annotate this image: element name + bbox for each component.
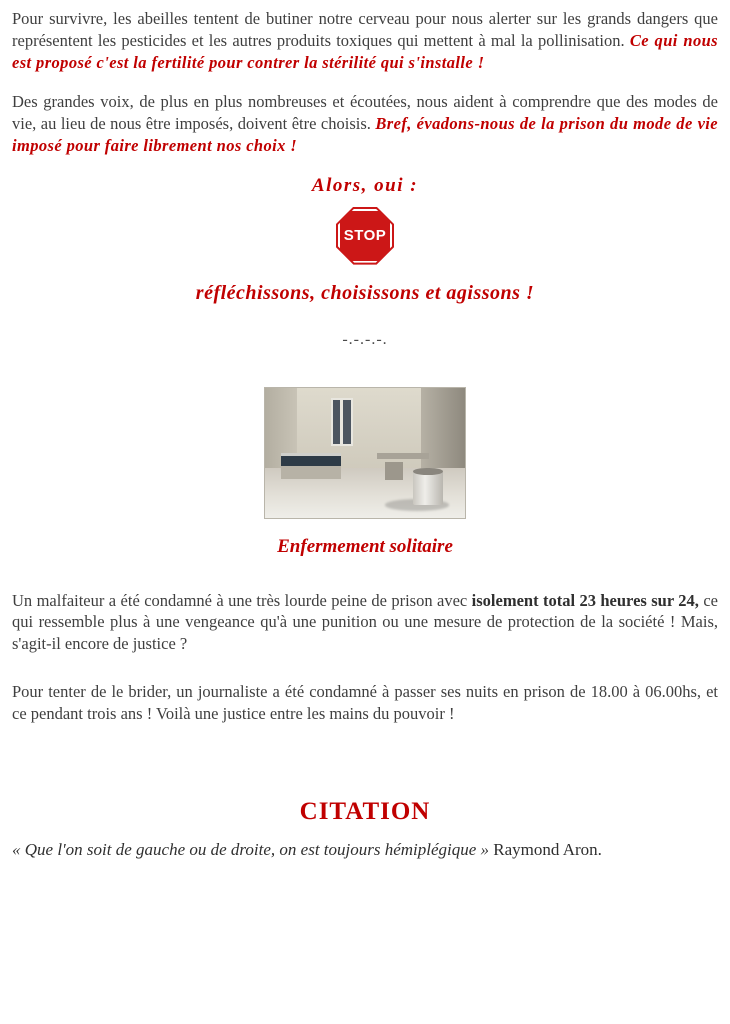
citation-heading: CITATION xyxy=(299,798,431,826)
paragraph-4: Pour tenter de le brider, un journaliste a été condamné à passer ses nuits en prison de 18.00 à 06.00hs, et ce pendant trois ans ! Voilà une justice entre les mains du pouvoir ! xyxy=(12,681,718,723)
call-to-action-text: réfléchissons, choisissons et agissons ! xyxy=(195,281,535,304)
paragraph-1 xyxy=(12,8,718,73)
citation-author: Raymond Aron. xyxy=(489,840,602,860)
photo-desk xyxy=(377,453,429,460)
paragraph-2-red-text: Bref, évadons-nous de la prison du mode de vie imposé pour faire librement nos choix ! xyxy=(12,114,719,155)
paragraph-1-text: Pour survivre, les abeilles tentent de butiner notre cerveau pour nous alerter sur les grands dangers que représentent les pesticides et les autres produits toxiques qui mettent à mal la pollinisation. xyxy=(12,9,718,50)
photo-window xyxy=(331,398,353,446)
photo-trash-bin xyxy=(413,469,443,504)
stop-sign-label: STOP xyxy=(343,227,387,245)
paragraph-3-bold-text: isolement total 23 heures sur 24, xyxy=(471,590,699,610)
paragraph-3-text-end: ce qui ressemble plus à une vengeance qu'à une punition ou une mesure de protection de la société ! Mais, s'agit-il encore de justice ? xyxy=(12,590,718,654)
paragraph-1-red-text: Ce qui nous est proposé c'est la fertilité pour contrer la stérilité qui s'installe ! xyxy=(12,30,719,72)
photo-stool xyxy=(385,462,403,480)
spacer xyxy=(12,79,718,91)
alors-oui-heading: Alors, oui : xyxy=(311,174,419,196)
paragraph-2 xyxy=(12,91,718,156)
photo-caption: Enfermement solitaire xyxy=(277,535,453,557)
prison-cell-photo xyxy=(264,387,466,519)
stop-sign-wrapper xyxy=(12,203,718,274)
citation-line xyxy=(12,840,718,860)
paragraph-3-text-start: Un malfaiteur a été condamné à une très lourde peine de prison avec xyxy=(12,590,472,610)
stop-sign-icon xyxy=(332,203,398,269)
paragraph-3 xyxy=(12,590,718,655)
photo-bed-base xyxy=(281,466,341,479)
section-separator: -.-.-.-. xyxy=(342,330,388,348)
citation-quote: « Que l'on soit de gauche ou de droite, on est toujours hémiplégique » xyxy=(12,840,490,860)
photo-wrapper xyxy=(12,387,718,524)
photo-trash-bin-top xyxy=(413,468,443,475)
paragraph-2-text: Des grandes voix, de plus en plus nombreuses et écoutées, nous aident à comprendre que des modes de vie, au lieu de nous être imposés, doivent être choisis. xyxy=(12,92,718,134)
